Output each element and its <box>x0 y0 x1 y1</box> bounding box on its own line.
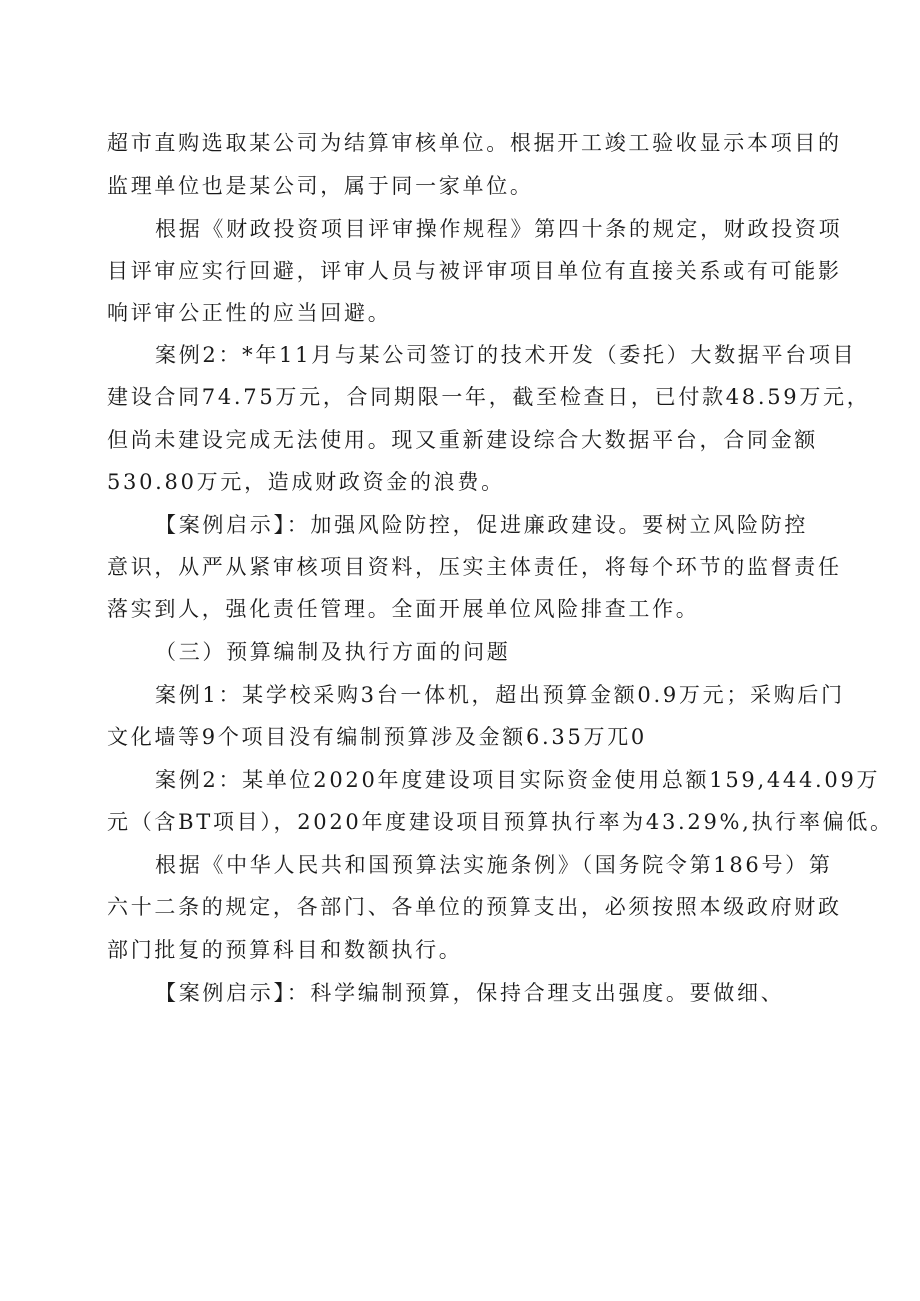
text-line: 案例2：某单位2020年度建设项目实际资金使用总额159,444.09万 <box>155 768 881 792</box>
text-line: 建设合同74.75万元，合同期限一年，截至检查日，已付款48.59万元， <box>107 385 871 409</box>
text-line: 目评审应实行回避，评审人员与被评审项目单位有直接关系或有可能影 <box>107 259 842 283</box>
text-line: 【案例启示】：科学编制预算，保持合理支出强度。要做细、 <box>155 981 785 1005</box>
text-line: 案例2：*年11月与某公司签订的技术开发（委托）大数据平台项目 <box>155 343 857 367</box>
text-line: 落实到人，强化责任管理。全面开展单位风险排查工作。 <box>107 597 700 621</box>
section-heading: （三）预算编制及执行方面的问题 <box>155 640 511 664</box>
text-line: 六十二条的规定，各部门、各单位的预算支出，必须按照本级政府财政 <box>107 895 842 919</box>
text-line: 文化墙等9个项目没有编制预算涉及金额6.35万兀0 <box>107 725 647 749</box>
text-line: 元（含BT项目），2020年度建设项目预算执行率为43.29%,执行率偏低。 <box>107 810 894 834</box>
text-line: 530.80万元，造成财政资金的浪费。 <box>107 470 505 494</box>
text-line: 根据《财政投资项目评审操作规程》第四十条的规定，财政投资项 <box>155 217 843 241</box>
text-line: 意识，从严从紧审核项目资料，压实主体责任，将每个环节的监督责任 <box>107 555 842 579</box>
text-line: 根据《中华人民共和国预算法实施条例》（国务院令第186号）第 <box>155 853 833 877</box>
text-line: 案例1：某学校采购3台一体机，超出预算金额0.9万元；采购后门 <box>155 683 845 707</box>
text-line: 【案例启示】：加强风险防控，促进廉政建设。要树立风险防控 <box>155 513 809 537</box>
text-line: 但尚未建设完成无法使用。现又重新建设综合大数据平台，合同金额 <box>107 428 818 452</box>
text-line: 超市直购选取某公司为结算审核单位。根据开工竣工验收显示本项目的 <box>107 131 842 155</box>
text-line: 响评审公正性的应当回避。 <box>107 301 392 325</box>
text-line: 部门批复的预算科目和数额执行。 <box>107 938 463 962</box>
text-line: 监理单位也是某公司，属于同一家单位。 <box>107 174 534 198</box>
